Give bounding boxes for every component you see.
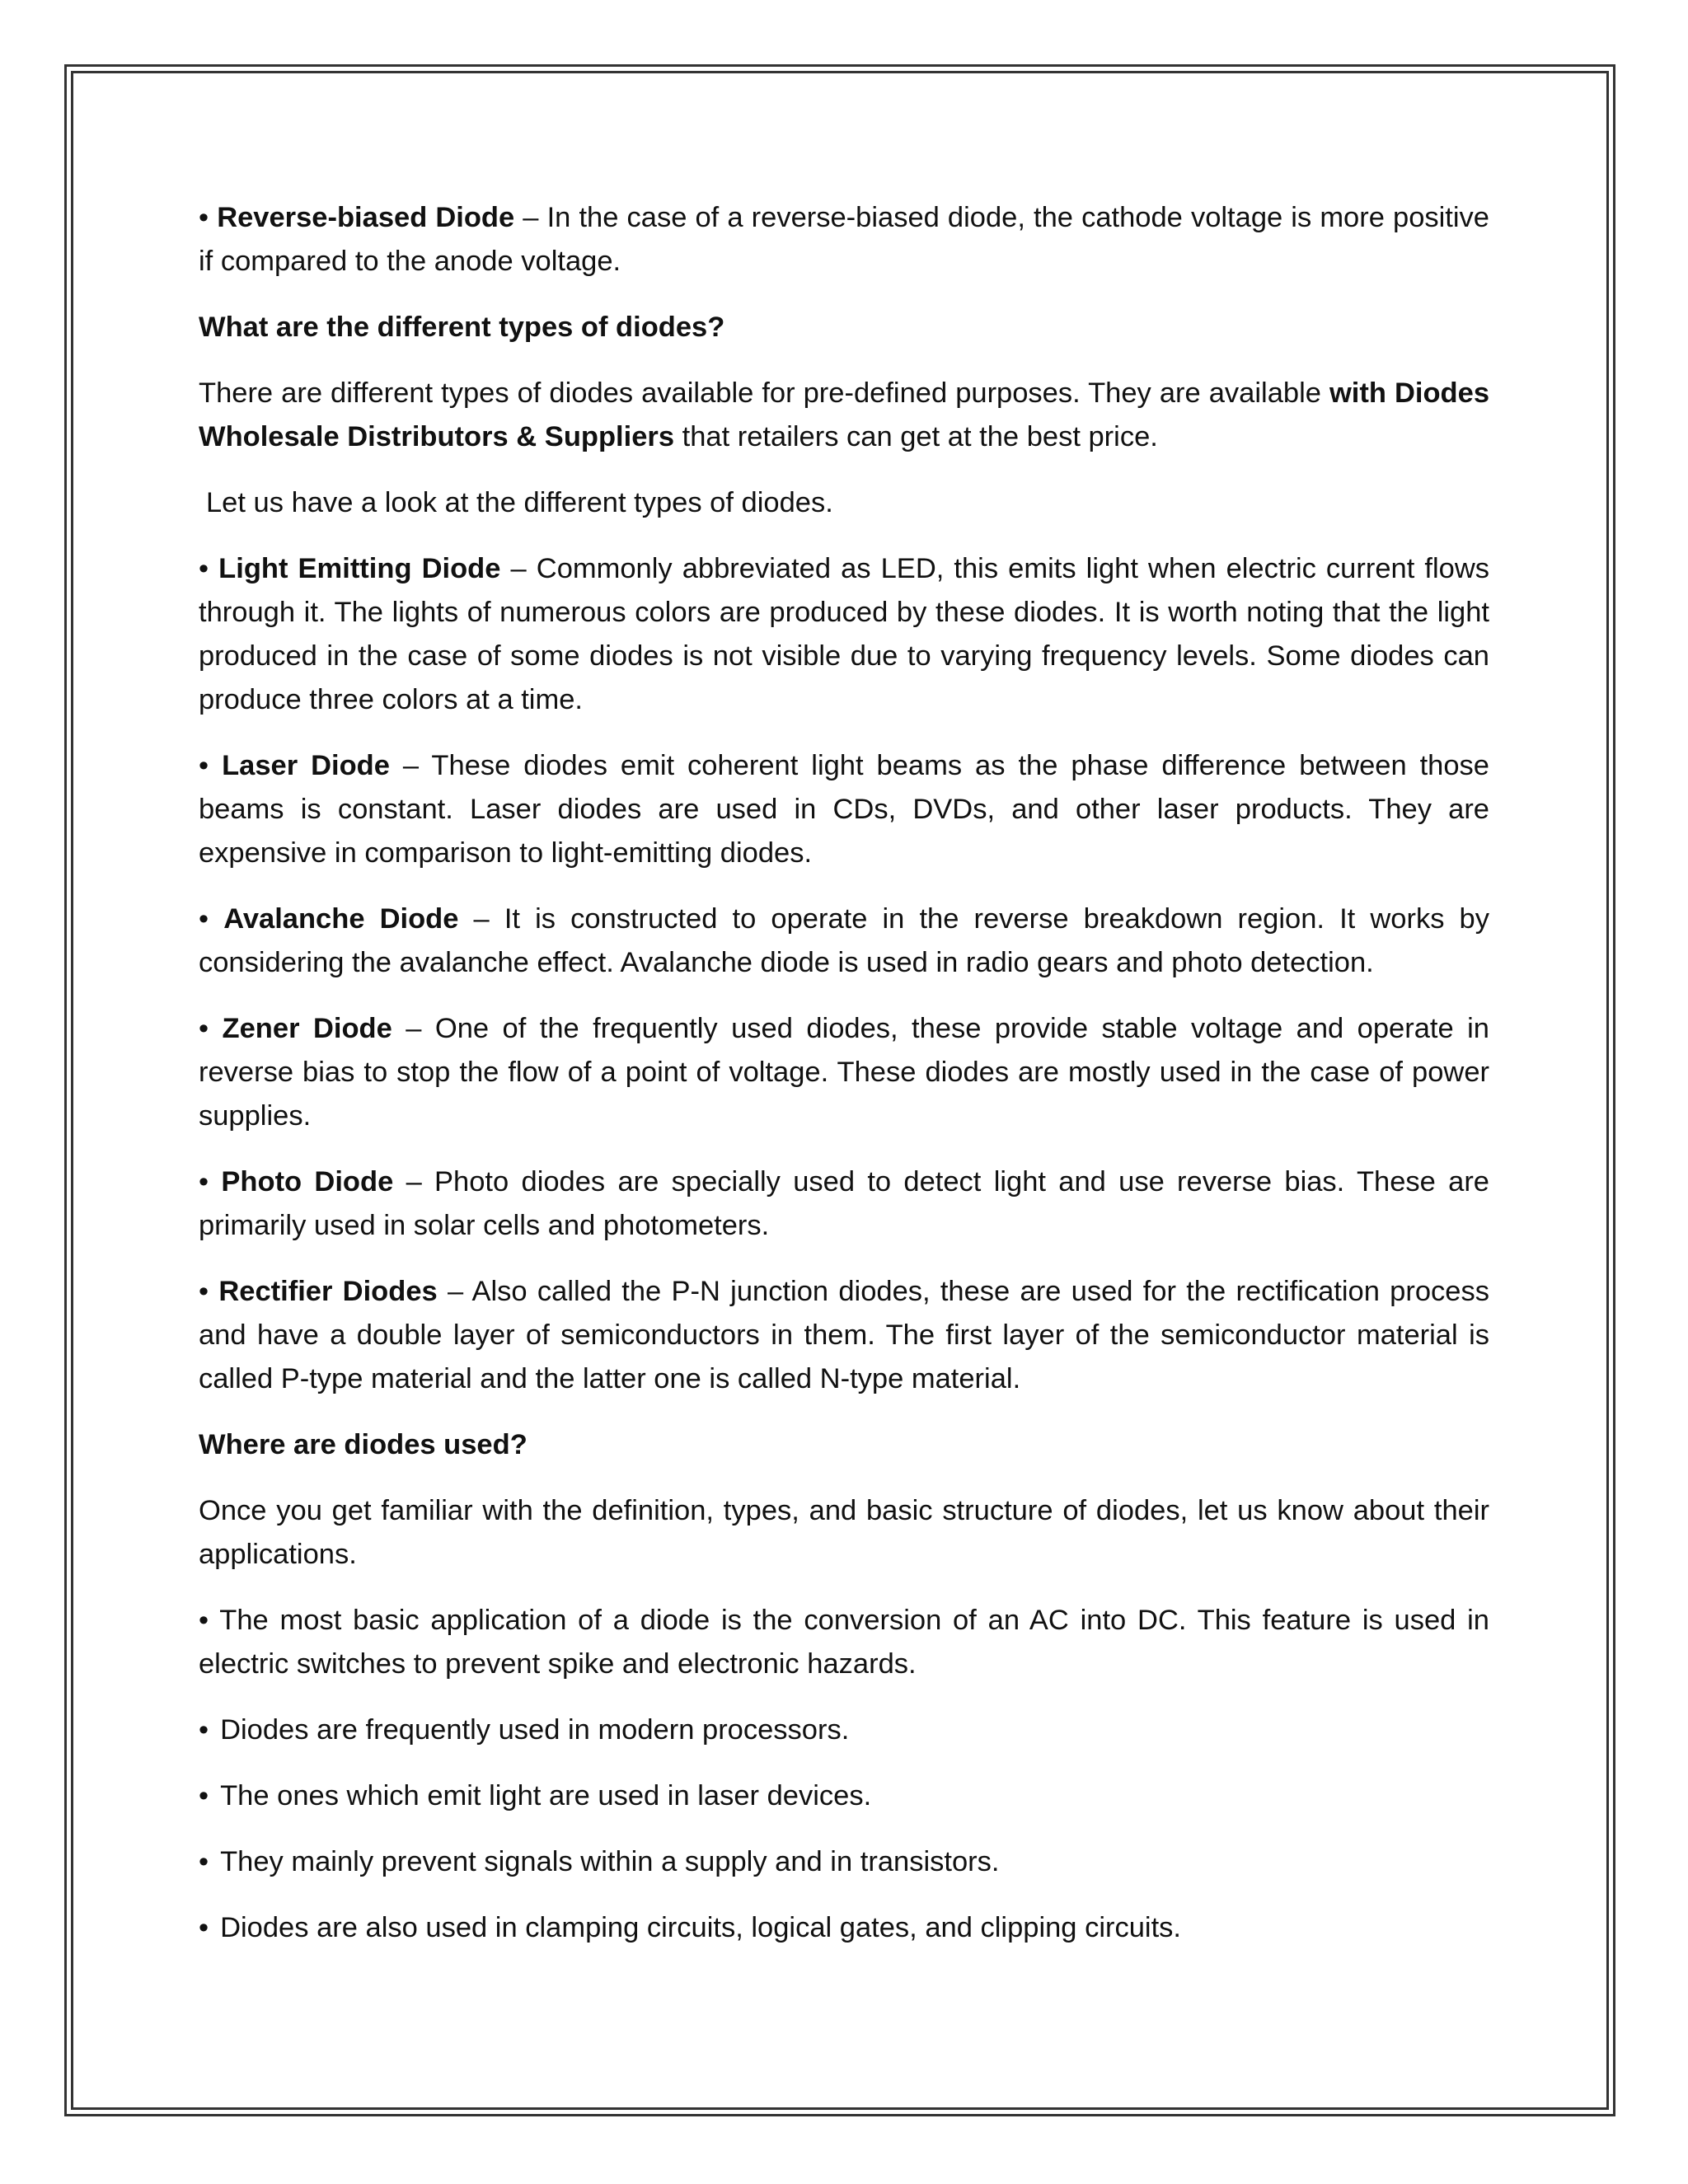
- type-text: – Commonly abbreviated as LED, this emits light when electric current flows through it. The lights of numerous colors are produced by these diodes. It is worth noting that the light produced in the case of some diodes is not visible due to varying frequency levels. Some diodes can produce three colors at a time.: [199, 553, 1489, 715]
- paragraph-reverse-biased: [199, 196, 1489, 284]
- bullet: •: [199, 1780, 209, 1811]
- heading-uses: Where are diodes used?: [199, 1429, 528, 1460]
- bullet: •: [199, 1276, 209, 1307]
- type-item-led: [199, 547, 1489, 722]
- bullet: •: [199, 1605, 209, 1636]
- term-avalanche: Avalanche Diode: [223, 903, 459, 935]
- heading-types: What are the different types of diodes?: [199, 312, 725, 343]
- type-item-avalanche: [199, 898, 1489, 985]
- bullet: •: [199, 1013, 209, 1044]
- document-body: [199, 196, 1489, 1972]
- type-text: – Photo diodes are specially used to detect light and use reverse bias. These are primarily used in solar cells and photometers.: [199, 1166, 1489, 1241]
- term-reverse-biased: Reverse-biased Diode: [217, 202, 515, 233]
- term-zener: Zener Diode: [222, 1013, 392, 1044]
- use-text: Diodes are frequently used in modern processors.: [220, 1714, 850, 1746]
- bullet: •: [199, 553, 209, 584]
- term-led: Light Emitting Diode: [218, 553, 501, 584]
- bullet: •: [199, 1714, 209, 1746]
- bullet: •: [199, 903, 209, 935]
- type-item-zener: [199, 1007, 1489, 1138]
- paragraph-types-intro: [199, 372, 1489, 459]
- paragraph-text: – In the case of a reverse-biased diode, the cathode voltage is more positive if compared to the anode voltage.: [199, 202, 1489, 277]
- paragraph-text: There are different types of diodes available for pre-defined purposes. They are available: [199, 377, 1329, 409]
- use-item: [199, 1906, 1489, 1950]
- term-rectifier: Rectifier Diodes: [218, 1276, 438, 1307]
- type-text: – One of the frequently used diodes, these provide stable voltage and operate in reverse bias to stop the flow of a point of voltage. These diodes are mostly used in the case of power supplies.: [199, 1013, 1489, 1132]
- bullet: •: [199, 1166, 209, 1197]
- use-item: [199, 1840, 1489, 1884]
- paragraph-look: Let us have a look at the different types of diodes.: [206, 487, 833, 518]
- use-item: [199, 1774, 1489, 1818]
- bullet: •: [199, 750, 209, 781]
- use-text: They mainly prevent signals within a supply and in transistors.: [220, 1846, 1000, 1877]
- type-text: – These diodes emit coherent light beams as the phase difference between those beams is constant. Laser diodes are used in CDs, DVDs, and other laser products. They are expensive in comparison to light-emitting diodes.: [199, 750, 1489, 869]
- paragraph-uses-intro: Once you get familiar with the definition, types, and basic structure of diodes, let us know about their applications.: [199, 1495, 1489, 1570]
- type-text: – It is constructed to operate in the reverse breakdown region. It works by considering the avalanche effect. Avalanche diode is used in radio gears and photo detection.: [199, 903, 1489, 978]
- bullet: •: [199, 1846, 209, 1877]
- use-text: Diodes are also used in clamping circuits, logical gates, and clipping circuits.: [220, 1912, 1182, 1943]
- type-item-photo: [199, 1160, 1489, 1248]
- type-item-rectifier: [199, 1270, 1489, 1401]
- type-item-laser: [199, 744, 1489, 875]
- paragraph-text: that retailers can get at the best price.: [674, 421, 1158, 452]
- use-text: The most basic application of a diode is the conversion of an AC into DC. This feature is used in electric switches to prevent spike and electronic hazards.: [199, 1605, 1489, 1680]
- bold-distributors: with Diodes Wholesale Distributors & Suppliers: [199, 377, 1490, 452]
- bullet: •: [199, 1912, 209, 1943]
- bullet: •: [199, 202, 209, 233]
- use-text: The ones which emit light are used in laser devices.: [220, 1780, 872, 1811]
- term-photo: Photo Diode: [221, 1166, 394, 1197]
- use-item: [199, 1599, 1489, 1686]
- term-laser: Laser Diode: [222, 750, 390, 781]
- use-item: [199, 1708, 1489, 1752]
- type-text: – Also called the P-N junction diodes, these are used for the rectification process and have a double layer of semiconductors in them. The first layer of the semiconductor material is called P-type material and the latter one is called N-type material.: [199, 1276, 1489, 1394]
